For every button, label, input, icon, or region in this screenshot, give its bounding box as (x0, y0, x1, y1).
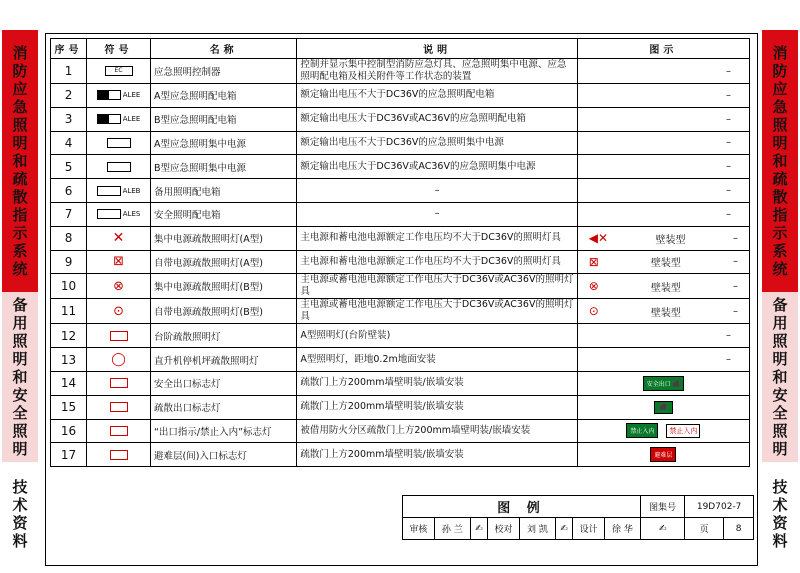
item-description: 主电源和蓄电池电源额定工作电压均不大于DC36V的照明灯具 (297, 226, 577, 250)
table-row (51, 274, 750, 299)
symbol-cell (87, 84, 151, 108)
symbol-cell (87, 59, 151, 84)
row-no: 9 (51, 250, 87, 274)
item-name: A型应急照明集中电源 (150, 131, 296, 155)
left-tab-mid-text: 备用照明和安全照明 (12, 296, 28, 458)
symbol-cell (87, 324, 151, 348)
cross-lamp-icon: ✕ (112, 230, 125, 247)
table-row (51, 371, 750, 395)
symbol-cell (87, 155, 151, 179)
symbol-cell (87, 419, 151, 443)
table-row (51, 202, 750, 226)
figure-cell: – (577, 107, 749, 131)
item-name: 安全出口标志灯 (150, 371, 296, 395)
item-description: 额定输出电压大于DC36V或AC36V的应急照明配电箱 (297, 107, 577, 131)
item-name: 备用照明配电箱 (150, 179, 296, 203)
header-name: 名称 (150, 39, 296, 59)
symbol-cell (87, 107, 151, 131)
evac-exit-green-sign-icon: ⬛ (654, 401, 673, 414)
header-no: 序号 (51, 39, 87, 59)
symbol-cell (87, 202, 151, 226)
checker-signature: ✍ (555, 518, 572, 540)
legend-table (50, 38, 750, 467)
symbol-cell (87, 274, 151, 299)
item-description: 疏散门上方200mm墙壁明装/嵌墙安装 (297, 443, 577, 467)
item-name: 安全照明配电箱 (150, 202, 296, 226)
item-description: 疏散门上方200mm墙壁明装/嵌墙安装 (297, 371, 577, 395)
designer-name: 徐 华 (605, 518, 641, 540)
sign-text: 安全出口 (646, 380, 671, 388)
figure-cell: – (577, 324, 749, 348)
item-description: 额定输出电压大于DC36V或AC36V的应急照明集中电源 (297, 155, 577, 179)
evac-exit-sign-icon (110, 402, 128, 412)
wall-lamp-icon: ◀✕ (588, 231, 609, 246)
step-lamp-icon (110, 331, 128, 341)
header-figure: 图示 (577, 39, 749, 59)
item-description: 额定输出电压不大于DC36V的应急照明配电箱 (297, 84, 577, 108)
symbol-cell (87, 250, 151, 274)
right-tab-bot-text: 技术资料 (772, 478, 788, 550)
fig-label: 壁装型 (650, 282, 681, 294)
row-no: 13 (51, 348, 87, 372)
wall-lamp-icon: ⊙ (588, 304, 599, 319)
right-tab-mid (762, 292, 798, 462)
right-tab-top (762, 30, 798, 292)
power-supply-b-icon (107, 162, 131, 172)
right-tab-bot (762, 464, 798, 564)
header-symbol: 符号 (87, 39, 151, 59)
item-name: B型应急照明配电箱 (150, 107, 296, 131)
table-row (51, 131, 750, 155)
row-no: 8 (51, 226, 87, 250)
table-row (51, 84, 750, 108)
row-no: 2 (51, 84, 87, 108)
row-no: 7 (51, 202, 87, 226)
table-row (51, 107, 750, 131)
right-tab-top-text: 消防应急照明和疏散指示系统 (772, 44, 788, 278)
item-name: 集中电源疏散照明灯(B型) (150, 274, 296, 299)
reviewer-signature: ✍ (470, 518, 487, 540)
row-no: 15 (51, 395, 87, 419)
refuge-sign-icon (110, 450, 128, 460)
table-row (51, 299, 750, 324)
check-label: 校对 (488, 518, 520, 540)
symbol-label: ALEE (122, 115, 141, 124)
fig-label: 壁装型 (650, 307, 681, 319)
exit-no-entry-sign-icon: 禁止入内 (626, 423, 658, 438)
item-description: 控制并显示集中控制型消防应急灯具、应急照明集中电源、应急照明配电箱及相关附件等工作状态的装置 (297, 59, 577, 84)
table-row (51, 250, 750, 274)
figure-cell (577, 250, 749, 274)
item-name: 避难层(间)入口标志灯 (150, 443, 296, 467)
page-number: 8 (724, 518, 754, 540)
header-description: 说明 (297, 39, 577, 59)
backup-box-icon (97, 186, 121, 196)
review-label: 审核 (403, 518, 435, 540)
table-row (51, 59, 750, 84)
row-no: 12 (51, 324, 87, 348)
table-row (51, 324, 750, 348)
distribution-box-a-icon (97, 90, 121, 100)
item-description: – (297, 202, 577, 226)
symbol-cell (87, 179, 151, 203)
symbol-cell (87, 131, 151, 155)
item-description: A型照明灯，距地0.2m地面安装 (297, 348, 577, 372)
left-tab-mid (2, 292, 38, 462)
item-name: B型应急照明集中电源 (150, 155, 296, 179)
row-no: 10 (51, 274, 87, 299)
row-no: 4 (51, 131, 87, 155)
item-description: 额定输出电压不大于DC36V的应急照明集中电源 (297, 131, 577, 155)
item-name: “出口指示/禁止入内”标志灯 (150, 419, 296, 443)
table-header (51, 39, 750, 59)
figure-cell (577, 443, 749, 467)
drawing-title: 图 例 (403, 496, 641, 518)
figure-cell (577, 419, 749, 443)
row-no: 17 (51, 443, 87, 467)
controller-symbol-icon: EC (105, 66, 133, 76)
page-label: 页 (685, 518, 724, 540)
fig-label: 壁装型 (655, 234, 686, 246)
figure-cell: – (577, 84, 749, 108)
symbol-cell (87, 395, 151, 419)
item-description: 主电源和蓄电池电源额定工作电压均不大于DC36V的照明灯具 (297, 250, 577, 274)
row-no: 11 (51, 299, 87, 324)
figure-cell: – (577, 348, 749, 372)
row-no: 6 (51, 179, 87, 203)
symbol-cell (87, 348, 151, 372)
figure-cell (577, 299, 749, 324)
item-name: A型应急照明配电箱 (150, 84, 296, 108)
figure-cell (577, 371, 749, 395)
figure-cell: – (577, 202, 749, 226)
reviewer-name: 孙 兰 (434, 518, 470, 540)
figure-cell (577, 395, 749, 419)
item-description: 疏散门上方200mm墙壁明装/嵌墙安装 (297, 395, 577, 419)
figure-cell (577, 226, 749, 250)
table-row (51, 179, 750, 203)
checker-name: 刘 凯 (519, 518, 555, 540)
item-description: 主电源或蓄电池电源额定工作电压大于DC36V或AC36V的照明灯具 (297, 274, 577, 299)
wall-lamp-icon: ⊗ (588, 279, 599, 294)
safety-box-icon (97, 209, 121, 219)
item-name: 直升机停机坪疏散照明灯 (150, 348, 296, 372)
fig-dash: – (732, 280, 738, 292)
row-no: 1 (51, 59, 87, 84)
item-description: – (297, 179, 577, 203)
item-description: 主电源或蓄电池电源额定工作电压大于DC36V或AC36V的照明灯具 (297, 299, 577, 324)
circle-dot-lamp-icon: ⊙ (113, 303, 124, 319)
item-name: 疏散出口标志灯 (150, 395, 296, 419)
symbol-cell (87, 371, 151, 395)
distribution-box-b-icon (97, 114, 121, 124)
item-description: 被借用防火分区疏散门上方200mm墙壁明装/嵌墙安装 (297, 419, 577, 443)
item-description: A型照明灯(台阶壁装) (297, 324, 577, 348)
row-no: 14 (51, 371, 87, 395)
left-tab-top-text: 消防应急照明和疏散指示系统 (12, 44, 28, 278)
figure-cell: – (577, 155, 749, 179)
row-no: 16 (51, 419, 87, 443)
figure-cell: – (577, 131, 749, 155)
table-row (51, 348, 750, 372)
row-no: 5 (51, 155, 87, 179)
self-power-lamp-icon: ⊠ (113, 254, 124, 270)
atlas-number: 19D702-7 (685, 496, 754, 518)
item-name: 自带电源疏散照明灯(B型) (150, 299, 296, 324)
refuge-floor-sign-icon: 避难层 (650, 447, 676, 462)
symbol-label: ALEE (122, 91, 141, 100)
table-row (51, 419, 750, 443)
row-no: 3 (51, 107, 87, 131)
no-entry-sign-icon (110, 426, 128, 436)
figure-cell: – (577, 59, 749, 84)
left-tab-bot (2, 464, 38, 564)
figure-cell: – (577, 179, 749, 203)
symbol-label: ALEB (122, 186, 141, 195)
circle-cross-lamp-icon: ⊗ (113, 278, 124, 294)
item-name: 应急照明控制器 (150, 59, 296, 84)
exit-sign-icon (110, 378, 128, 388)
left-tab-bot-text: 技术资料 (12, 478, 28, 550)
design-label: 设计 (573, 518, 605, 540)
table-row (51, 155, 750, 179)
fig-label: 壁装型 (650, 258, 681, 270)
helipad-lamp-icon: ◯ (111, 352, 126, 368)
atlas-label: 图集号 (640, 496, 684, 518)
symbol-cell (87, 299, 151, 324)
table-row (51, 395, 750, 419)
symbol-cell (87, 443, 151, 467)
fig-dash: – (732, 256, 738, 268)
safety-exit-sign-icon: 安全出口 ⬛ (643, 376, 684, 391)
fig-dash: – (733, 232, 738, 244)
designer-signature: ✍ (640, 518, 684, 540)
no-entry-sign2-icon: 禁止入内 (666, 424, 700, 438)
title-block (402, 495, 754, 540)
symbol-label: ALES (122, 210, 141, 219)
table-row (51, 443, 750, 467)
figure-cell (577, 274, 749, 299)
symbol-cell (87, 226, 151, 250)
table-row (51, 226, 750, 250)
power-supply-a-icon (107, 138, 131, 148)
fig-dash: – (732, 305, 738, 317)
item-name: 集中电源疏散照明灯(A型) (150, 226, 296, 250)
item-name: 自带电源疏散照明灯(A型) (150, 250, 296, 274)
right-tab-mid-text: 备用照明和安全照明 (772, 296, 788, 458)
wall-lamp-icon: ⊠ (588, 254, 599, 269)
left-tab-top (2, 30, 38, 292)
item-name: 台阶疏散照明灯 (150, 324, 296, 348)
